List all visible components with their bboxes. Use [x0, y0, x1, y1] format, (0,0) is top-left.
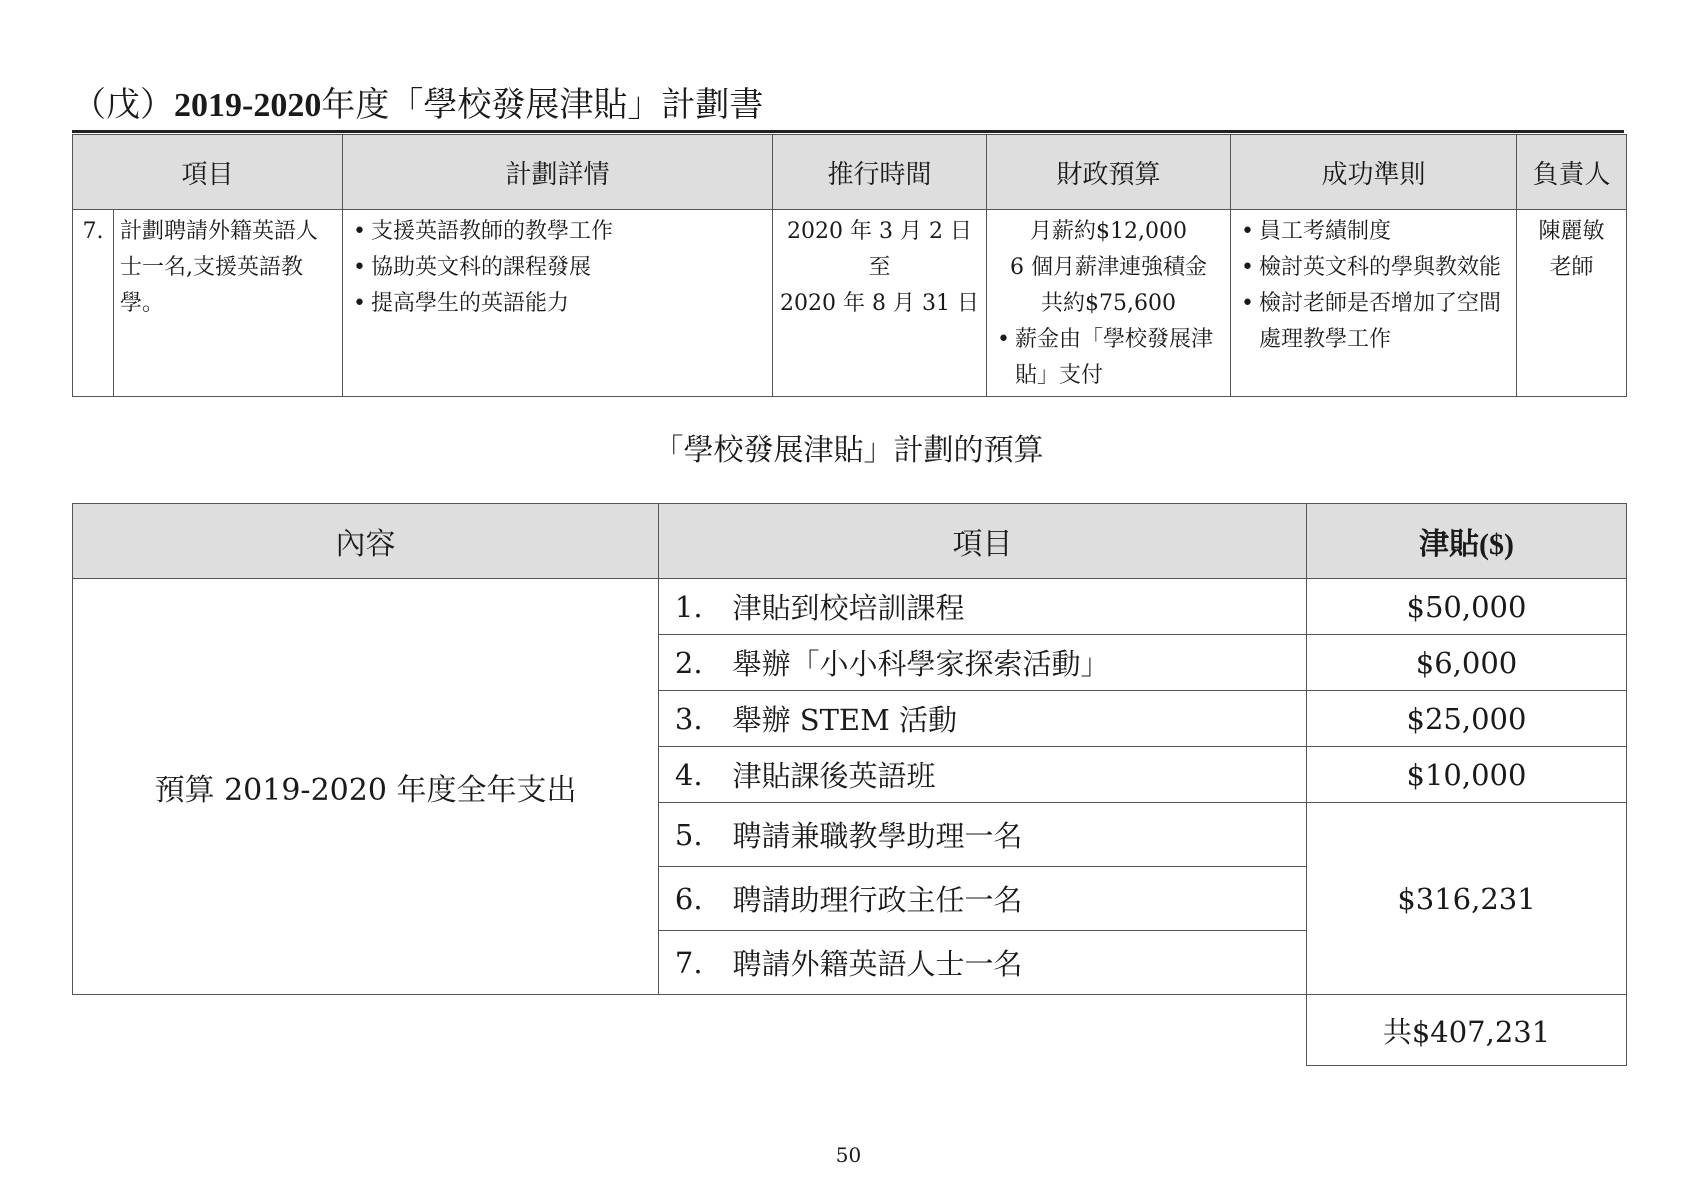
header-time: 推行時間: [773, 135, 987, 210]
plan-row-criteria: [1231, 210, 1517, 397]
criteria-bullet: • 員工考績制度: [1259, 214, 1510, 250]
header-amount: 津貼($): [1307, 504, 1627, 579]
criteria-bullet: • 檢討英文科的學與教效能: [1259, 250, 1510, 286]
header-details: 計劃詳情: [343, 135, 773, 210]
item-name: 舉辦 STEM 活動: [719, 691, 1307, 747]
plan-row-details: [343, 210, 773, 397]
person-name: 陳麗敏老師: [1538, 219, 1605, 280]
item-number: 5.: [659, 803, 719, 867]
plan-table-header: [73, 135, 1627, 210]
item-number: 3.: [659, 691, 719, 747]
item-name: 聘請助理行政主任一名: [719, 867, 1307, 931]
title-prefix: （戊）: [72, 85, 174, 125]
detail-bullet: • 提高學生的英語能力: [371, 286, 766, 322]
item-amount: $6,000: [1307, 635, 1627, 691]
plan-row-number: 7.: [73, 210, 114, 397]
header-budget: 財政預算: [987, 135, 1231, 210]
plan-row-budget: [987, 210, 1231, 397]
budget-table-header: [73, 504, 1627, 579]
title-rest: 年度「學校發展津貼」計劃書: [321, 85, 764, 125]
combined-amount: $316,231: [1307, 803, 1627, 995]
time-to: 至: [868, 255, 891, 280]
item-name: 聘請外籍英語人士一名: [719, 931, 1307, 995]
budget-content: 預算 2019-2020 年度全年支出: [73, 579, 659, 995]
plan-row-item: 計劃聘請外籍英語人士一名,支援英語教學。: [114, 210, 343, 397]
budget-line: 6 個月薪津連強積金: [1010, 255, 1208, 280]
budget-table: [72, 503, 1627, 1066]
item-number: 6.: [659, 867, 719, 931]
page-title: [72, 84, 1624, 133]
time-end: 2020 年 8 月 31 日: [780, 291, 979, 316]
detail-bullet: • 協助英文科的課程發展: [371, 250, 766, 286]
item-number: 7.: [659, 931, 719, 995]
page-number: 50: [835, 1143, 862, 1167]
plan-row: [73, 210, 1627, 397]
criteria-bullet: • 檢討老師是否增加了空間處理教學工作: [1259, 286, 1510, 358]
budget-title: 「學校發展津貼」計劃的預算: [653, 433, 1044, 468]
header-person: 負責人: [1517, 135, 1627, 210]
item-name: 津貼到校培訓課程: [719, 579, 1307, 635]
item-amount: $25,000: [1307, 691, 1627, 747]
item-name: 舉辦「小小科學家探索活動」: [719, 635, 1307, 691]
item-amount: $10,000: [1307, 747, 1627, 803]
plan-row-time: [773, 210, 987, 397]
table-row: [73, 579, 1627, 635]
plan-row-person: [1517, 210, 1627, 397]
item-name: 聘請兼職教學助理一名: [719, 803, 1307, 867]
title-years: 2019-2020: [174, 87, 322, 124]
detail-bullet: • 支援英語教師的教學工作: [371, 214, 766, 250]
budget-line: 共約$75,600: [1041, 291, 1176, 316]
total-amount: 共$407,231: [1307, 995, 1627, 1066]
plan-table: [72, 134, 1627, 397]
item-amount: $50,000: [1307, 579, 1627, 635]
header-criteria: 成功準則: [1231, 135, 1517, 210]
item-name: 津貼課後英語班: [719, 747, 1307, 803]
budget-bullet: • 薪金由「學校發展津貼」支付: [1015, 322, 1224, 394]
header-item: 項目: [659, 504, 1307, 579]
time-start: 2020 年 3 月 2 日: [787, 219, 972, 244]
total-row: [73, 995, 1627, 1066]
item-number: 1.: [659, 579, 719, 635]
header-content: 內容: [73, 504, 659, 579]
header-item: 項目: [73, 135, 343, 210]
item-number: 4.: [659, 747, 719, 803]
budget-line: 月薪約$12,000: [1030, 219, 1187, 244]
item-number: 2.: [659, 635, 719, 691]
